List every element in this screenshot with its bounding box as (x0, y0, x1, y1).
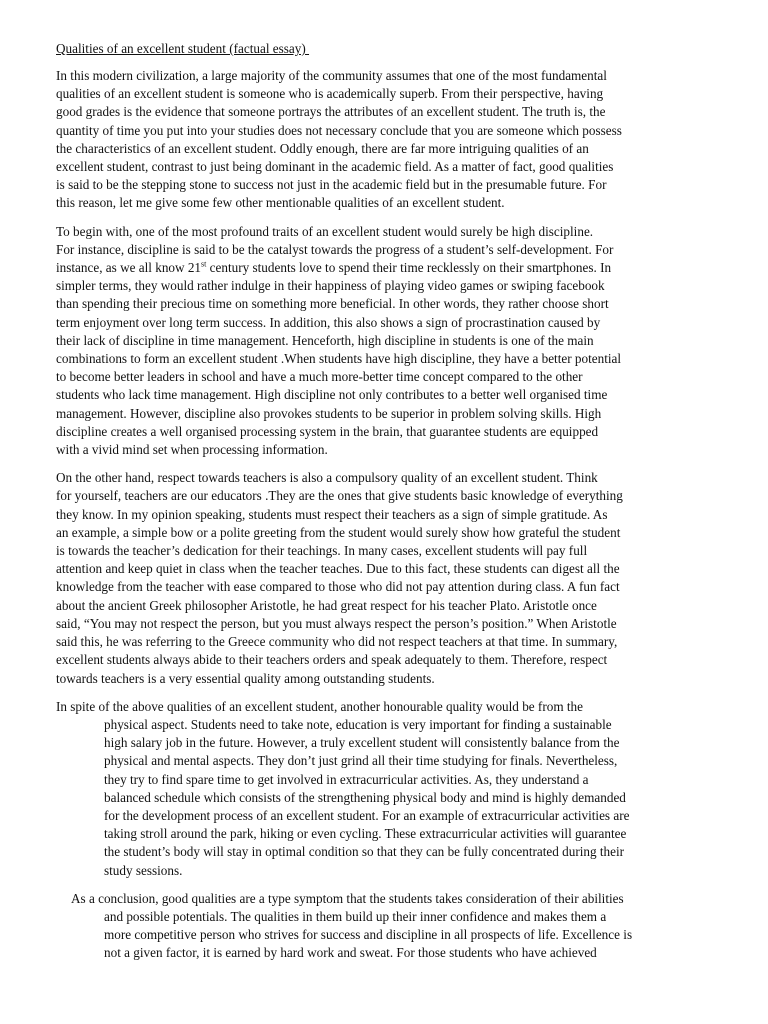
text-line: is said to be the stepping stone to success not just in the academic field but in the presumable future. For (56, 177, 607, 193)
text-line: balanced schedule which consists of the strengthening physical body and mind is highly demanded (104, 789, 626, 805)
text-line: discipline creates a well organised processing system in the brain, that guarantee students are equipped (56, 423, 599, 439)
text-line: they try to find spare time to get involved in extracurricular activities. As, they understand a (104, 771, 589, 787)
paragraph-discipline (56, 223, 716, 460)
text-line: physical aspect. Students need to take note, education is very important for finding a sustainable (104, 716, 612, 732)
text-line: In spite of the above qualities of an excellent student, another honourable quality would be from the (56, 698, 583, 714)
text-line: qualities of an excellent student is someone who is academically superb. From their perspective, having (56, 86, 604, 102)
text-line: towards teachers is a very essential quality among outstanding students. (56, 670, 435, 686)
text-line: good grades is the evidence that someone portrays the attributes of an excellent student. The truth is, the (56, 104, 606, 120)
text-line: an example, a simple bow or a polite greeting from the student would surely show how grateful the student (56, 524, 621, 540)
text-line: is towards the teacher’s dedication for their teachings. In many cases, excellent students will pay full (56, 543, 588, 559)
paragraph-respect (56, 469, 716, 687)
text-line: students who lack time management. High discipline not only contributes to a better well organised time (56, 387, 608, 403)
text-line: As a conclusion, good qualities are a type symptom that the students takes consideration of their abilities (71, 890, 624, 906)
text-line: knowledge from the teacher with ease compared to those who did not pay attention during class. A fun fact (56, 579, 620, 595)
text-line: about the ancient Greek philosopher Aristotle, he had great respect for his teacher Plato. Aristotle once (56, 597, 597, 613)
paragraph-physical (56, 698, 716, 880)
text-line: quantity of time you put into your studies does not necessary conclude that you are someone which possess (56, 122, 622, 138)
text-line: excellent students always abide to their teachers orders and speak adequately to them. Therefore, respect (56, 652, 608, 668)
text-line: For instance, discipline is said to be the catalyst towards the progress of a student’s self-development. For (56, 241, 614, 257)
text-line: and possible potentials. The qualities in them build up their inner confidence and makes them a (104, 908, 607, 924)
text-line: combinations to form an excellent student .When students have high discipline, they have a better potential (56, 351, 622, 367)
text-line: instance, as we all know 21st century students love to spend their time recklessly on their smartphones. In (56, 259, 612, 276)
text-line: To begin with, one of the most profound traits of an excellent student would surely be high discipline. (56, 223, 594, 239)
text-line: study sessions. (104, 862, 183, 878)
essay-title: Qualities of an excellent student (factual essay) (56, 41, 310, 56)
text-line: said this, he was referring to the Greece community who did not respect teachers at that time. In summary, (56, 634, 618, 650)
text-line: for yourself, teachers are our educators .They are the ones that give students basic knowledge of everything (56, 488, 623, 504)
text-line: In this modern civilization, a large majority of the community assumes that one of the most fundamental (56, 68, 607, 83)
text-line: not a given factor, it is earned by hard work and sweat. For those students who have achieved (104, 945, 597, 961)
text-line: more competitive person who strives for success and discipline in all prospects of life. Excellence is (104, 927, 633, 943)
text-line: the student’s body will stay in optimal condition so that they can be fully concentrated during their (104, 844, 625, 860)
paragraph-conclusion (56, 890, 716, 963)
text-line: this reason, let me give some few other mentionable qualities of an excellent student. (56, 195, 505, 211)
text-line: for the development process of an excellent student. For an example of extracurricular activities are (104, 807, 630, 823)
text-line: they know. In my opinion speaking, students must respect their teachers as a sign of simple gratitude. As (56, 506, 608, 522)
text-line: to become better leaders in school and have a much more-better time concept compared to the other (56, 369, 583, 385)
text-line: with a vivid mind set when processing information. (56, 442, 328, 458)
text-line: management. However, discipline also provokes students to be superior in problem solving skills. High (56, 405, 602, 421)
text-line: than spending their precious time on something more beneficial. In other words, they rather choose short (56, 296, 609, 312)
text-line: excellent student, contrast to just being dominant in the academic field. As a matter of fact, good qualities (56, 159, 614, 175)
text-line: term enjoyment over long term success. In addition, this also shows a sign of procrastination caused by (56, 314, 601, 330)
text-line: their lack of discipline in time management. Henceforth, high discipline in students is one of the main (56, 332, 594, 348)
text-line: attention and keep quiet in class when the teacher teaches. Due to this fact, these students can digest all the (56, 561, 620, 577)
text-line: the characteristics of an excellent student. Oddly enough, there are far more intriguing qualities of an (56, 140, 589, 156)
text-line: On the other hand, respect towards teachers is also a compulsory quality of an excellent student. Think (56, 470, 598, 486)
paragraph-introduction (56, 67, 716, 213)
text-line: high salary job in the future. However, a truly excellent student will consistently balance from the (104, 735, 620, 751)
text-line: physical and mental aspects. They don’t just grind all their time studying for finals. Nevertheless, (104, 753, 618, 769)
text-line: taking stroll around the park, hiking or even cycling. These extracurricular activities will guarantee (104, 826, 627, 842)
text-line: said, “You may not respect the person, but you must always respect the person’s position.” When Aristotle (56, 615, 617, 631)
text-line: simpler terms, they would rather indulge in their happiness of playing video games or swiping facebook (56, 278, 605, 294)
